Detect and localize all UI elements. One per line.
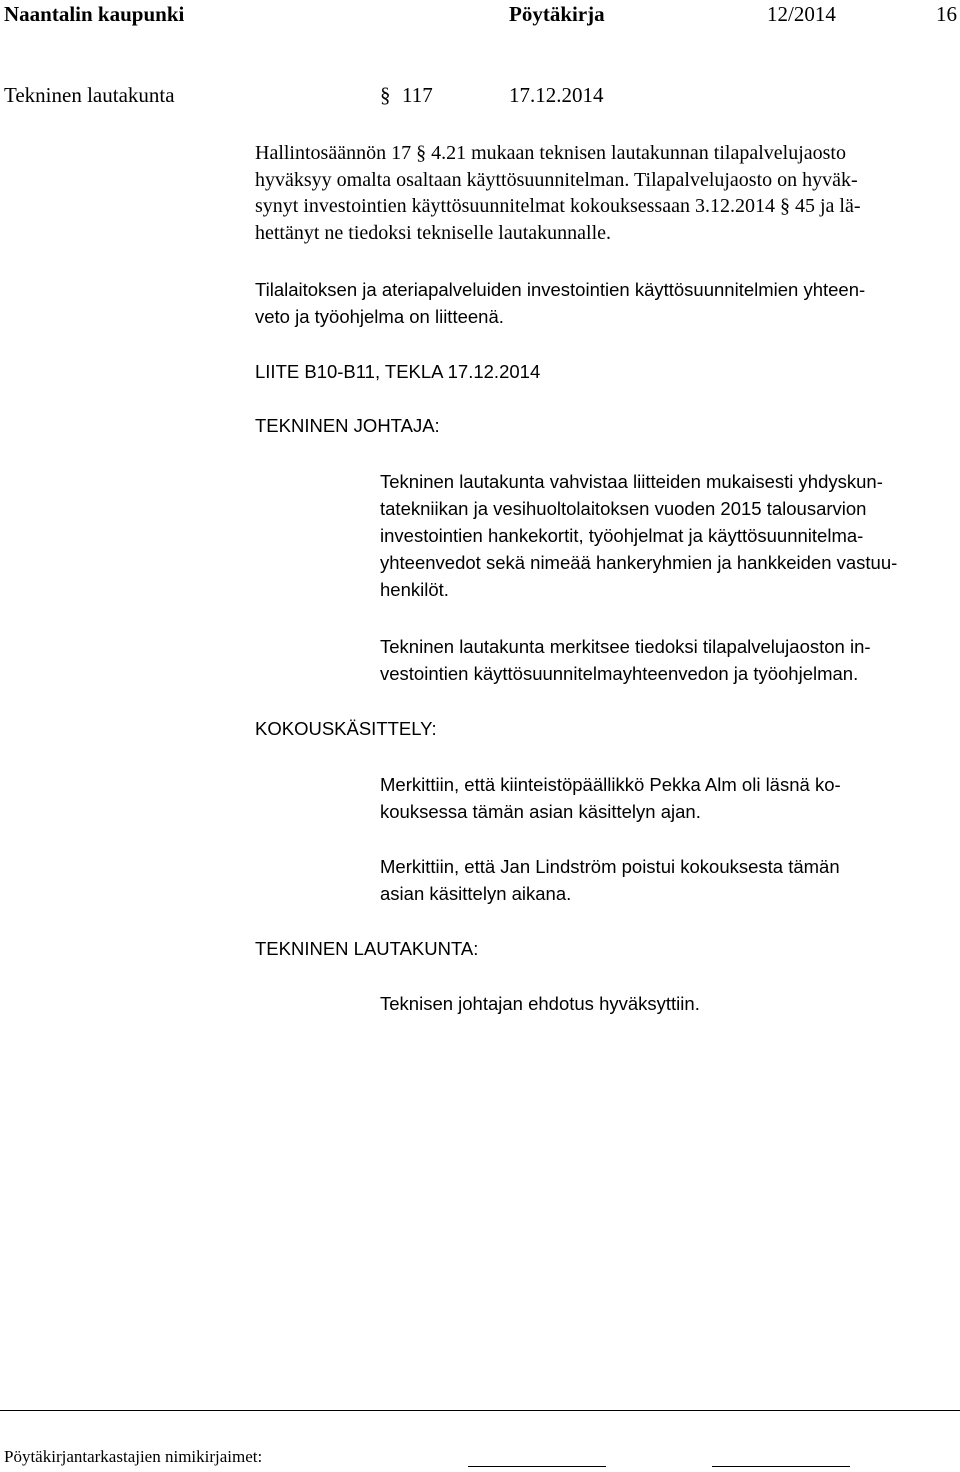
intro-line: hyväksyy omalta osaltaan käyttösuunnitelman. Tilapalvelujaosto on hyväk- <box>255 168 858 191</box>
board-label: TEKNINEN LAUTAKUNTA: <box>255 938 479 959</box>
meeting-label: KOKOUSKÄSITTELY: <box>255 718 437 739</box>
note-line: asian käsittelyn aikana. <box>380 883 572 904</box>
document-type: Pöytäkirja <box>509 2 605 26</box>
summary-line: Tilalaitoksen ja ateriapalveluiden investointien käyttösuunnitelmien yhteen- <box>255 279 866 300</box>
proposal-line: henkilöt. <box>380 579 449 600</box>
meeting-note <box>380 771 841 825</box>
proposal-line: vestointien käyttösuunnitelmayhteenvedon ja työohjelman. <box>380 663 859 684</box>
attachment-reference: LIITE B10-B11, TEKLA 17.12.2014 <box>255 361 541 382</box>
signature-line <box>468 1466 606 1467</box>
section-sign: § <box>380 83 391 107</box>
intro-line: hettänyt ne tiedoksi tekniselle lautakunnalle. <box>255 221 612 244</box>
director-proposal-info <box>380 633 871 687</box>
meeting-note <box>380 853 840 907</box>
board-decision: Teknisen johtajan ehdotus hyväksyttiin. <box>380 993 700 1014</box>
page-number: 16 <box>936 2 957 26</box>
meeting-date: 17.12.2014 <box>509 83 604 107</box>
section-number: 117 <box>402 83 433 107</box>
director-proposal <box>380 468 897 603</box>
committee-name: Tekninen lautakunta <box>4 83 175 107</box>
proposal-line: yhteenvedot sekä nimeää hankeryhmien ja hankkeiden vastuu- <box>380 552 898 573</box>
proposal-line: Tekninen lautakunta merkitsee tiedoksi tilapalvelujaoston in- <box>380 636 871 657</box>
summary-paragraph <box>255 276 865 330</box>
footer-divider <box>0 1410 960 1411</box>
signature-line <box>712 1466 850 1467</box>
organization-name: Naantalin kaupunki <box>4 2 185 26</box>
proposal-line: investointien hankekortit, työohjelmat ja käyttösuunnitelma- <box>380 525 864 546</box>
proposal-line: Tekninen lautakunta vahvistaa liitteiden mukaisesti yhdyskun- <box>380 471 883 492</box>
footer-initials-label: Pöytäkirjantarkastajien nimikirjaimet: <box>4 1447 263 1466</box>
note-line: Merkittiin, että Jan Lindström poistui kokouksesta tämän <box>380 856 840 877</box>
issue-number: 12/2014 <box>767 2 836 26</box>
intro-line: synyt investointien käyttösuunnitelmat kokouksessaan 3.12.2014 § 45 ja lä- <box>255 195 861 217</box>
intro-line: Hallintosäännön 17 § 4.21 mukaan teknisen lautakunnan tilapalvelujaosto <box>255 142 846 164</box>
summary-line: veto ja työohjelma on liitteenä. <box>255 306 504 327</box>
note-line: Merkittiin, että kiinteistöpäällikkö Pekka Alm oli läsnä ko- <box>380 774 841 795</box>
note-line: kouksessa tämän asian käsittelyn ajan. <box>380 801 701 822</box>
proposal-line: tatekniikan ja vesihuoltolaitoksen vuoden 2015 talousarvion <box>380 498 867 519</box>
director-label: TEKNINEN JOHTAJA: <box>255 415 440 436</box>
intro-paragraph <box>255 140 860 246</box>
